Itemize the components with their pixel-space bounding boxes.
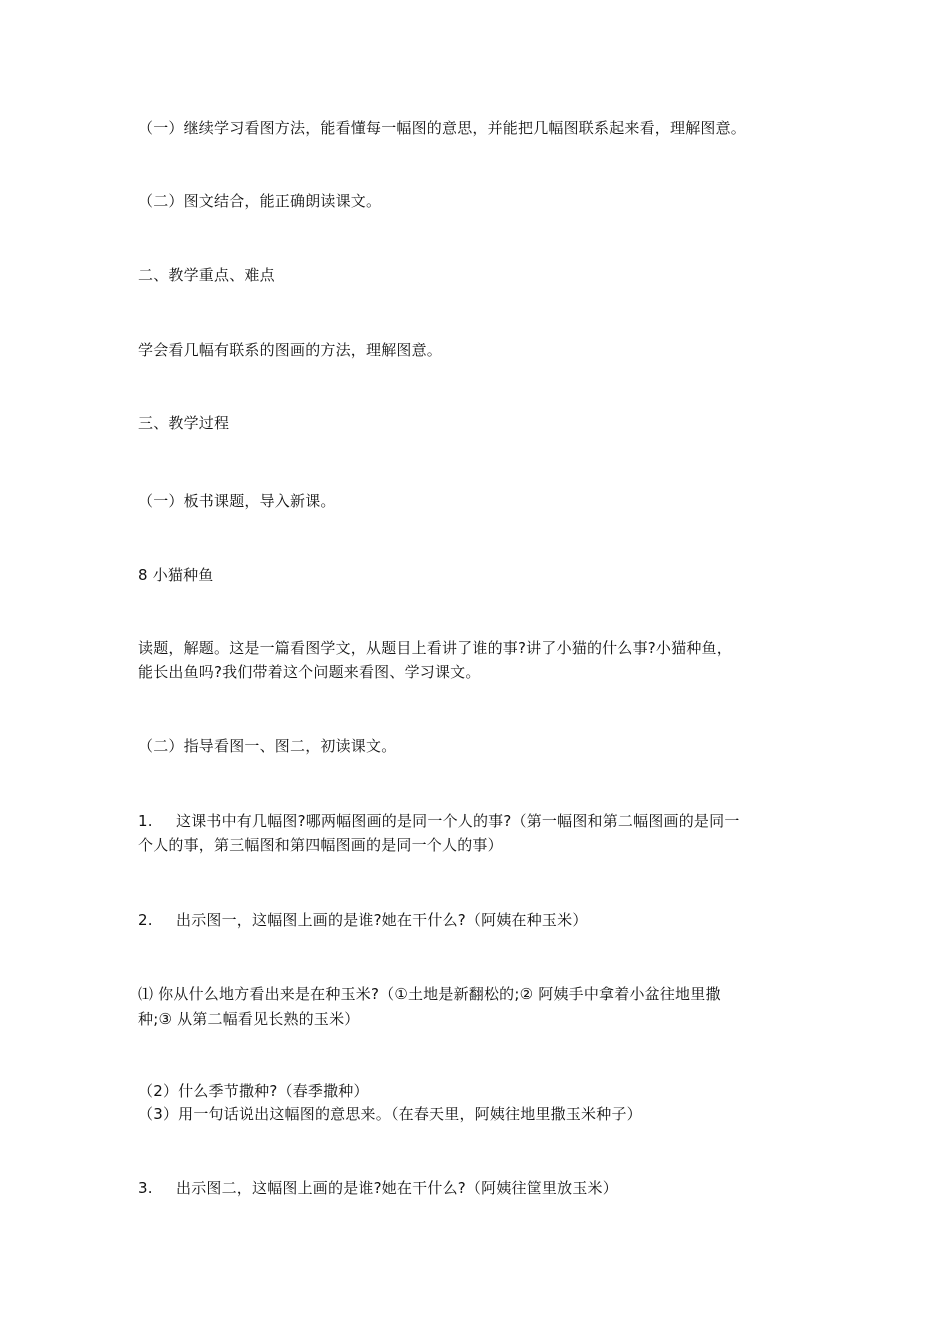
list-item-text: 出示图一，这幅图上画的是谁?她在干什么?（阿姨在种玉米） [176,911,588,929]
list-item-1 [138,810,740,832]
lesson-title: 8 小猫种鱼 [138,566,214,584]
objective-1: （一）继续学习看图方法，能看懂每一幅图的意思，并能把几幅图联系起来看，理解图意。 [138,119,747,137]
list-number: 2. [138,911,153,929]
intro-paragraph-line-2: 能长出鱼吗?我们带着这个问题来看图、学习课文。 [138,663,481,681]
sub-question-2: （2）什么季节撒种?（春季撒种） [138,1082,369,1100]
sub-question-1-line-1: ⑴ 你从什么地方看出来是在种玉米?（①土地是新翻松的;② 阿姨手中拿着小盆往地里撒 [138,985,721,1003]
list-number: 3. [138,1179,153,1197]
list-item-text: 这课书中有几幅图?哪两幅图画的是同一个人的事?（第一幅图和第二幅图画的是同一 [176,812,740,830]
section-heading-key-points: 二、教学重点、难点 [138,266,275,284]
process-step-2: （二）指导看图一、图二，初读课文。 [138,737,397,755]
list-item-3 [138,1177,618,1199]
list-item-1-continuation: 个人的事，第三幅图和第四幅图画的是同一个人的事） [138,836,503,854]
intro-paragraph-line-1: 读题，解题。这是一篇看图学文，从题目上看讲了谁的事?讲了小猫的什么事?小猫种鱼， [138,639,732,657]
sub-question-1-line-2: 种;③ 从第二幅看见长熟的玉米） [138,1010,360,1028]
sub-question-3: （3）用一句话说出这幅图的意思来。（在春天里，阿姨往地里撒玉米种子） [138,1105,642,1123]
process-step-1: （一）板书课题，导入新课。 [138,492,336,510]
list-item-text: 出示图二，这幅图上画的是谁?她在干什么?（阿姨往筐里放玉米） [176,1179,618,1197]
list-number: 1. [138,812,153,830]
list-item-2 [138,909,588,931]
key-points-text: 学会看几幅有联系的图画的方法，理解图意。 [138,341,443,359]
objective-2: （二）图文结合，能正确朗读课文。 [138,192,382,210]
section-heading-process: 三、教学过程 [138,414,230,432]
